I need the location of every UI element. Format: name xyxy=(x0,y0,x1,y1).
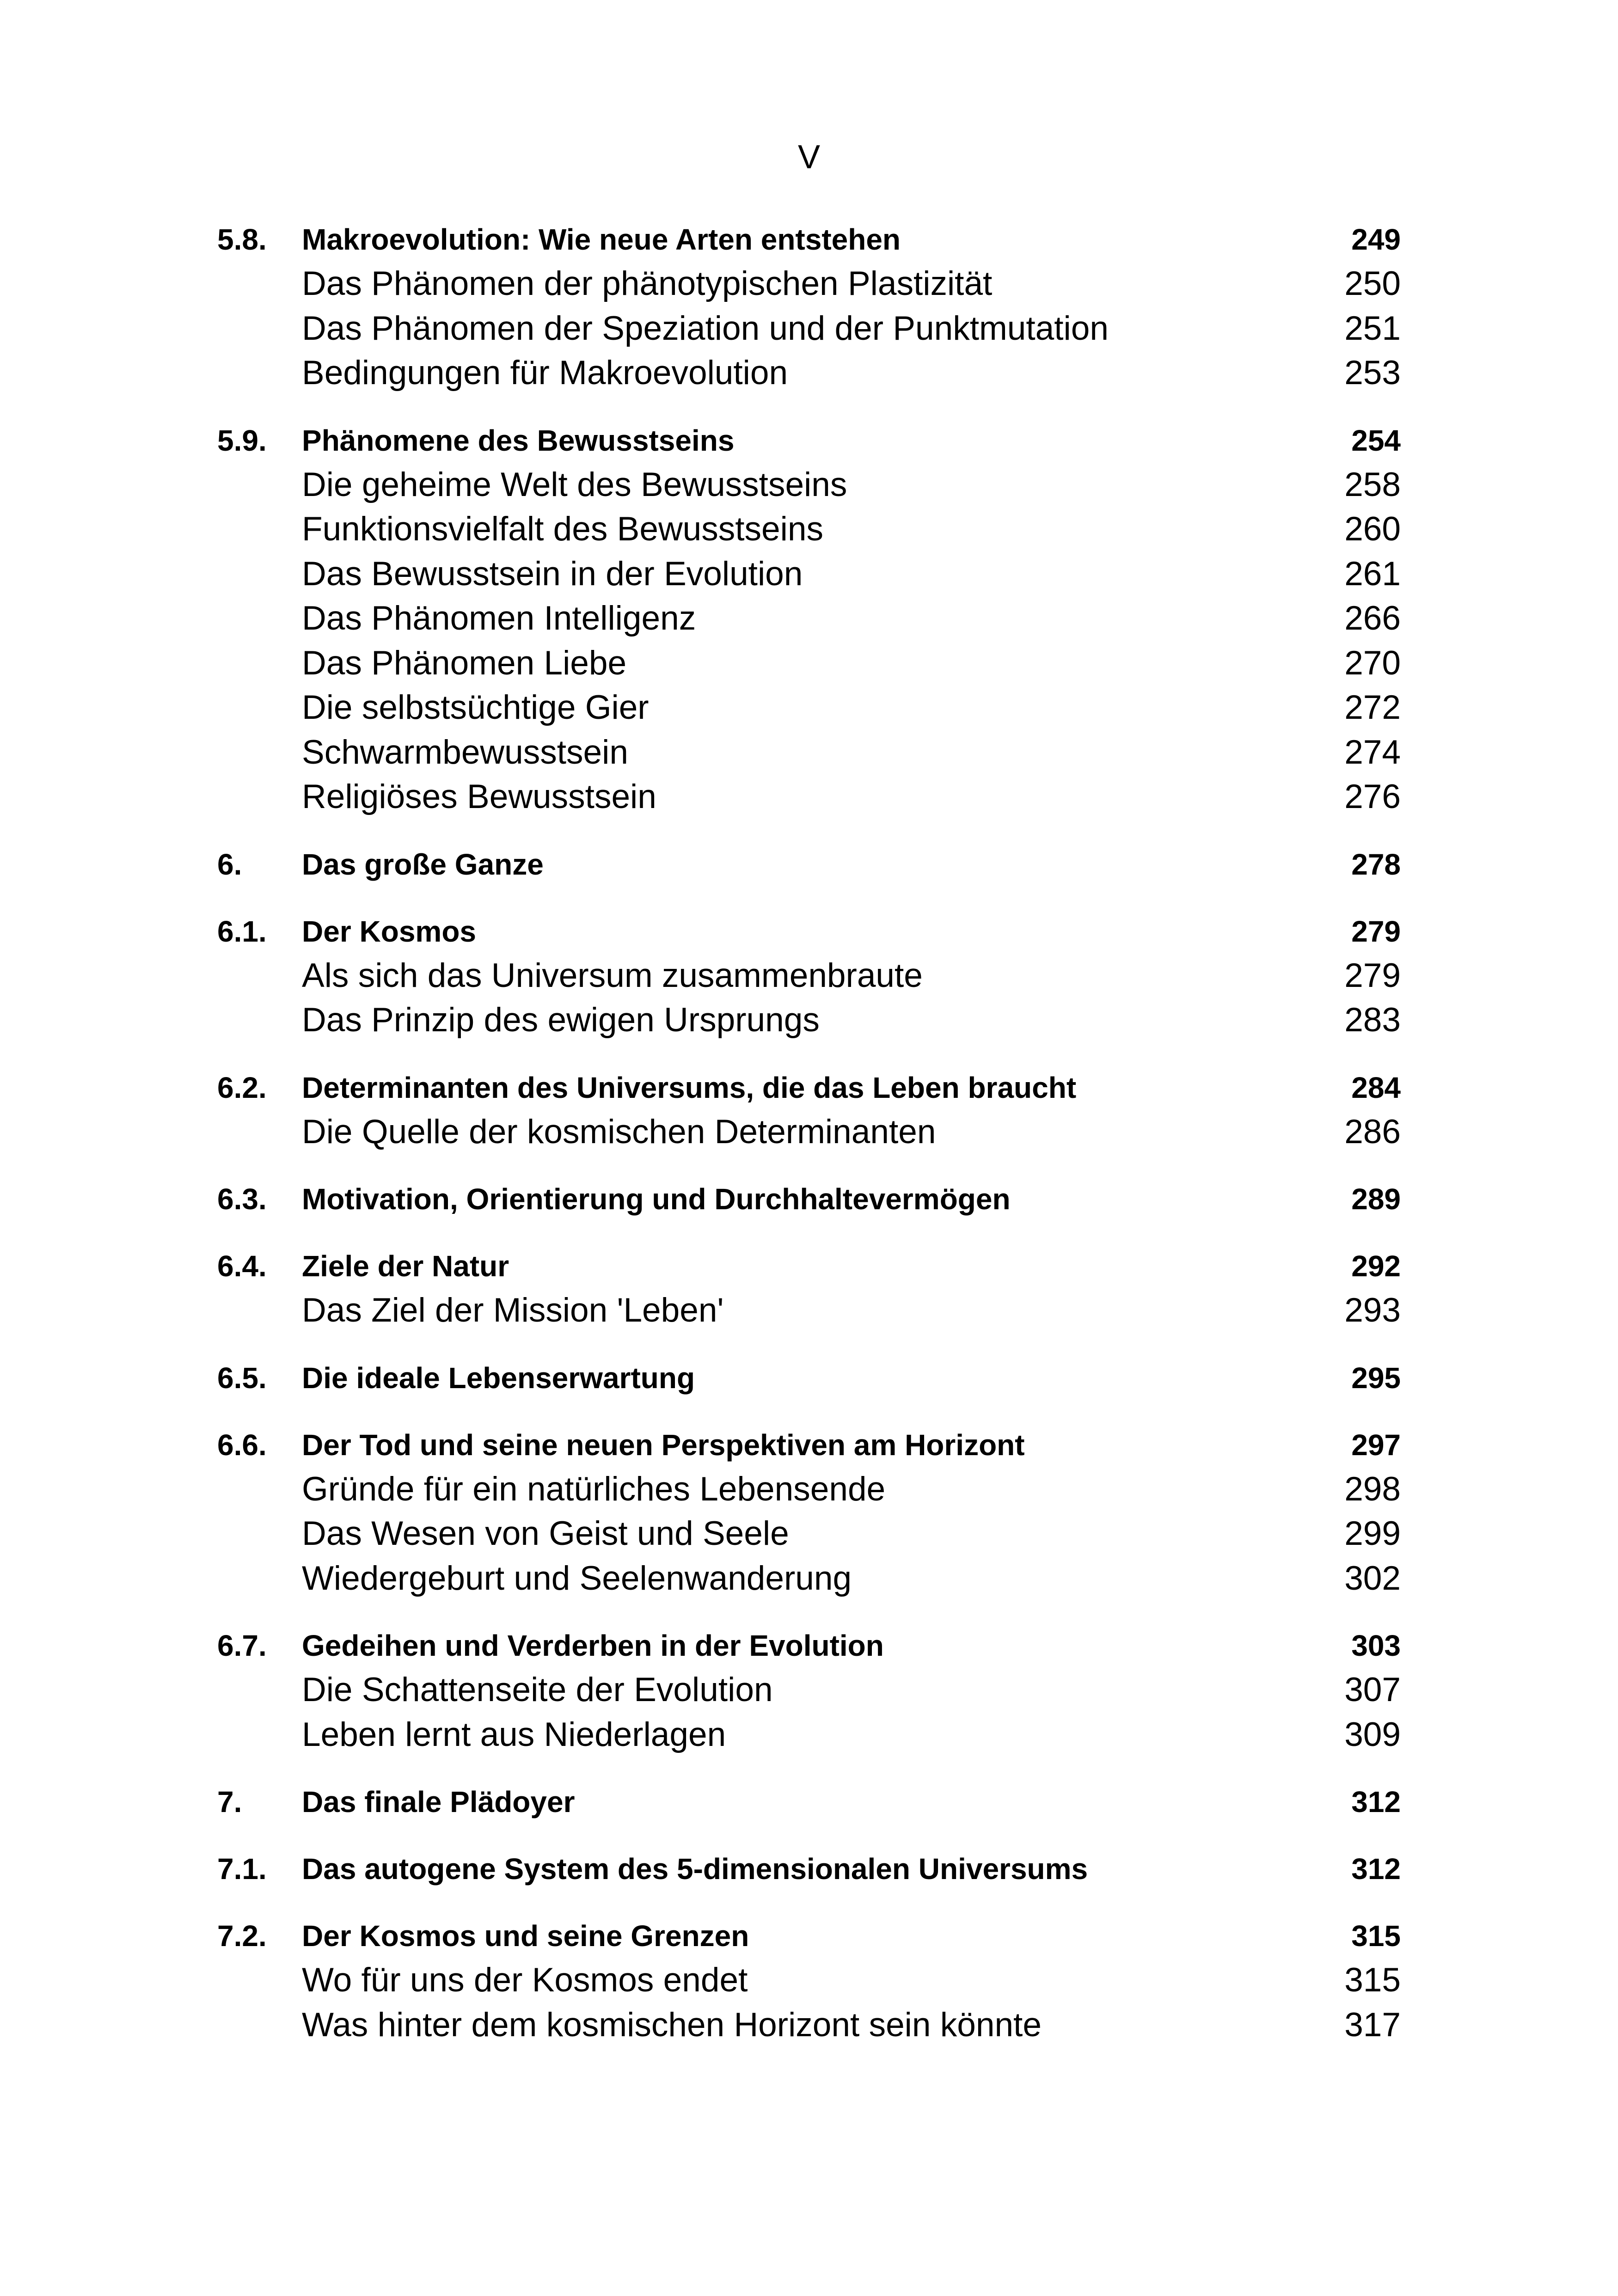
entry-page-number: 298 xyxy=(1344,1470,1401,1508)
toc-entry[interactable] xyxy=(217,686,1401,730)
entry-page-number: 253 xyxy=(1344,354,1401,392)
toc-entry[interactable] xyxy=(217,1556,1401,1601)
chapter-number: 7.2. xyxy=(217,1919,267,1953)
toc-chapter-heading[interactable] xyxy=(217,1780,1401,1824)
table-of-contents xyxy=(217,217,1401,2070)
toc-section xyxy=(217,1623,1401,1757)
toc-chapter-heading[interactable] xyxy=(217,1244,1401,1288)
chapter-title: Makroevolution: Wie neue Arten entstehen xyxy=(302,223,901,256)
toc-chapter-heading[interactable] xyxy=(217,1423,1401,1467)
chapter-page-number: 279 xyxy=(1351,914,1401,948)
toc-section xyxy=(217,418,1401,820)
entry-title: Die selbstsüchtige Gier xyxy=(302,689,649,726)
entry-page-number: 279 xyxy=(1344,956,1401,994)
entry-page-number: 266 xyxy=(1344,600,1401,637)
entry-title: Wiedergeburt und Seelenwanderung xyxy=(302,1559,852,1597)
entry-title: Das Phänomen Intelligenz xyxy=(302,600,696,637)
chapter-title: Die ideale Lebenserwartung xyxy=(302,1361,695,1395)
chapter-page-number: 297 xyxy=(1351,1428,1401,1462)
entry-title: Die Schattenseite der Evolution xyxy=(302,1671,773,1708)
entry-page-number: 261 xyxy=(1344,555,1401,593)
toc-entry[interactable] xyxy=(217,351,1401,396)
chapter-number: 6.6. xyxy=(217,1428,267,1462)
entry-page-number: 276 xyxy=(1344,778,1401,815)
toc-entry[interactable] xyxy=(217,641,1401,686)
chapter-title: Der Kosmos xyxy=(302,914,476,948)
chapter-page-number: 284 xyxy=(1351,1071,1401,1104)
toc-section xyxy=(217,1423,1401,1601)
page-number: V xyxy=(797,139,821,176)
chapter-title: Das autogene System des 5-dimensionalen Universums xyxy=(302,1852,1088,1886)
toc-entry[interactable] xyxy=(217,998,1401,1043)
chapter-number: 5.8. xyxy=(217,223,267,256)
chapter-number: 6.4. xyxy=(217,1249,267,1283)
entry-title: Das Phänomen der phänotypischen Plastizität xyxy=(302,265,993,302)
entry-page-number: 251 xyxy=(1344,309,1401,347)
entry-page-number: 270 xyxy=(1344,644,1401,682)
toc-chapter-heading[interactable] xyxy=(217,909,1401,954)
chapter-page-number: 254 xyxy=(1351,423,1401,457)
chapter-number: 6.1. xyxy=(217,914,267,948)
entry-page-number: 283 xyxy=(1344,1001,1401,1039)
entry-page-number: 272 xyxy=(1344,689,1401,726)
toc-entry[interactable] xyxy=(217,1713,1401,1757)
toc-section xyxy=(217,1780,1401,1824)
entry-page-number: 309 xyxy=(1344,1715,1401,1753)
chapter-title: Das finale Plädoyer xyxy=(302,1785,575,1818)
chapter-page-number: 315 xyxy=(1351,1919,1401,1953)
entry-title: Schwarmbewusstsein xyxy=(302,733,628,771)
entry-page-number: 286 xyxy=(1344,1113,1401,1151)
toc-chapter-heading[interactable] xyxy=(217,1177,1401,1221)
entry-page-number: 293 xyxy=(1344,1292,1401,1329)
toc-section xyxy=(217,1847,1401,1891)
toc-entry[interactable] xyxy=(217,1467,1401,1512)
chapter-title: Determinanten des Universums, die das Leben braucht xyxy=(302,1071,1077,1104)
toc-chapter-heading[interactable] xyxy=(217,842,1401,887)
chapter-title: Ziele der Natur xyxy=(302,1249,509,1283)
chapter-page-number: 295 xyxy=(1351,1361,1401,1395)
entry-title: Religiöses Bewusstsein xyxy=(302,778,656,815)
entry-title: Das Phänomen der Speziation und der Punktmutation xyxy=(302,309,1109,347)
chapter-page-number: 312 xyxy=(1351,1785,1401,1818)
entry-title: Das Phänomen Liebe xyxy=(302,644,627,682)
toc-chapter-heading[interactable] xyxy=(217,1623,1401,1668)
entry-page-number: 315 xyxy=(1344,1961,1401,1999)
chapter-page-number: 292 xyxy=(1351,1249,1401,1283)
toc-section xyxy=(217,1177,1401,1221)
toc-entry[interactable] xyxy=(217,775,1401,820)
chapter-page-number: 303 xyxy=(1351,1629,1401,1662)
chapter-number: 6.7. xyxy=(217,1629,267,1662)
chapter-number: 6.5. xyxy=(217,1361,267,1395)
chapter-number: 7. xyxy=(217,1785,242,1818)
chapter-page-number: 312 xyxy=(1351,1852,1401,1886)
chapter-number: 6.3. xyxy=(217,1182,267,1216)
entry-page-number: 299 xyxy=(1344,1515,1401,1552)
toc-entry[interactable] xyxy=(217,954,1401,998)
chapter-page-number: 249 xyxy=(1351,223,1401,256)
toc-entry[interactable] xyxy=(217,262,1401,306)
toc-entry[interactable] xyxy=(217,730,1401,775)
toc-section xyxy=(217,842,1401,887)
entry-title: Bedingungen für Makroevolution xyxy=(302,354,788,392)
toc-entry[interactable] xyxy=(217,463,1401,508)
chapter-title: Das große Ganze xyxy=(302,847,544,881)
toc-chapter-heading[interactable] xyxy=(217,1065,1401,1110)
entry-title: Wo für uns der Kosmos endet xyxy=(302,1961,748,1999)
toc-entry[interactable] xyxy=(217,1958,1401,2003)
toc-section xyxy=(217,1065,1401,1155)
toc-chapter-heading[interactable] xyxy=(217,1847,1401,1891)
toc-section xyxy=(217,909,1401,1043)
toc-chapter-heading[interactable] xyxy=(217,1356,1401,1400)
toc-section xyxy=(217,217,1401,396)
toc-section xyxy=(217,1914,1401,2047)
toc-entry[interactable] xyxy=(217,1512,1401,1556)
toc-entry[interactable] xyxy=(217,596,1401,641)
entry-title: Leben lernt aus Niederlagen xyxy=(302,1715,726,1753)
entry-title: Das Prinzip des ewigen Ursprungs xyxy=(302,1001,820,1039)
entry-title: Funktionsvielfalt des Bewusstseins xyxy=(302,510,823,548)
entry-page-number: 258 xyxy=(1344,465,1401,503)
entry-title: Das Ziel der Mission 'Leben' xyxy=(302,1292,724,1329)
chapter-number: 6.2. xyxy=(217,1071,267,1104)
chapter-number: 5.9. xyxy=(217,423,267,457)
toc-chapter-heading[interactable] xyxy=(217,217,1401,262)
entry-title: Was hinter dem kosmischen Horizont sein könnte xyxy=(302,2006,1042,2044)
entry-title: Das Wesen von Geist und Seele xyxy=(302,1515,789,1552)
chapter-title: Der Kosmos und seine Grenzen xyxy=(302,1919,749,1953)
entry-page-number: 302 xyxy=(1344,1559,1401,1597)
entry-page-number: 274 xyxy=(1344,733,1401,771)
toc-section xyxy=(217,1356,1401,1400)
entry-page-number: 250 xyxy=(1344,265,1401,302)
entry-title: Die Quelle der kosmischen Determinanten xyxy=(302,1113,936,1151)
chapter-page-number: 289 xyxy=(1351,1182,1401,1216)
entry-page-number: 307 xyxy=(1344,1671,1401,1708)
chapter-page-number: 278 xyxy=(1351,847,1401,881)
toc-entry[interactable] xyxy=(217,1668,1401,1713)
entry-title: Das Bewusstsein in der Evolution xyxy=(302,555,803,593)
chapter-title: Gedeihen und Verderben in der Evolution xyxy=(302,1629,884,1662)
toc-chapter-heading[interactable] xyxy=(217,418,1401,463)
toc-chapter-heading[interactable] xyxy=(217,1914,1401,1958)
entry-title: Als sich das Universum zusammenbraute xyxy=(302,956,923,994)
toc-entry[interactable] xyxy=(217,552,1401,597)
toc-entry[interactable] xyxy=(217,2003,1401,2048)
chapter-title: Phänomene des Bewusstseins xyxy=(302,423,735,457)
toc-entry[interactable] xyxy=(217,507,1401,552)
chapter-title: Der Tod und seine neuen Perspektiven am Horizont xyxy=(302,1428,1025,1462)
toc-section xyxy=(217,1244,1401,1333)
toc-entry[interactable] xyxy=(217,1110,1401,1155)
entry-page-number: 260 xyxy=(1344,510,1401,548)
toc-entry[interactable] xyxy=(217,1288,1401,1333)
entry-title: Gründe für ein natürliches Lebensende xyxy=(302,1470,886,1508)
entry-page-number: 317 xyxy=(1344,2006,1401,2044)
chapter-title: Motivation, Orientierung und Durchhaltevermögen xyxy=(302,1182,1011,1216)
entry-title: Die geheime Welt des Bewusstseins xyxy=(302,465,847,503)
chapter-number: 6. xyxy=(217,847,242,881)
chapter-number: 7.1. xyxy=(217,1852,267,1886)
toc-entry[interactable] xyxy=(217,306,1401,351)
